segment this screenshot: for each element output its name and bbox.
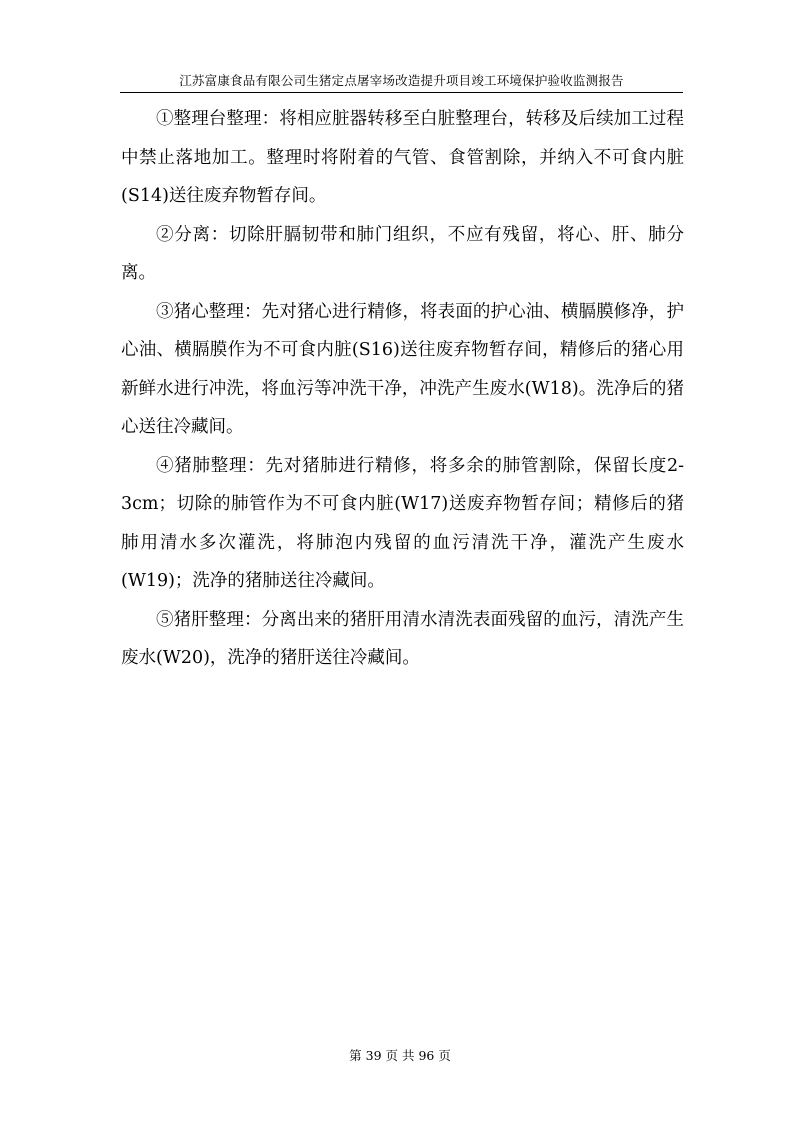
document-body	[121, 100, 684, 678]
paragraph-separation: ②分离：切除肝膈韧带和肺门组织，不应有残留，将心、肝、肺分离。	[121, 224, 684, 283]
paragraph-heart-trimming: ③猪心整理：先对猪心进行精修，将表面的护心油、横膈膜修净，护心油、横膈膜作为不可食内脏(S16)送往废弃物暂存间，精修后的猪心用新鲜水进行冲洗，将血污等冲洗干净，冲洗产生废水(W18)。洗净后的猪心送往冷藏间。	[121, 301, 684, 437]
header-divider	[120, 92, 683, 93]
paragraph-lung-trimming: ④猪肺整理：先对猪肺进行精修，将多余的肺管割除，保留长度2-3cm；切除的肺管作为不可食内脏(W17)送废弃物暂存间；精修后的猪肺用清水多次灌洗，将肺泡内残留的血污清洗干净，灌洗产生废水(W19)；洗净的猪肺送往冷藏间。	[121, 455, 684, 591]
paragraph-liver-trimming: ⑤猪肝整理：分离出来的猪肝用清水清洗表面残留的血污，清洗产生废水(W20)，洗净的猪肝送往冷藏间。	[121, 609, 684, 668]
page-number-footer: 第 39 页 共 96 页	[349, 1048, 451, 1063]
paragraph-organ-trimming-table: ①整理台整理：将相应脏器转移至白脏整理台，转移及后续加工过程中禁止落地加工。整理时将附着的气管、食管割除，并纳入不可食内脏(S14)送往废弃物暂存间。	[121, 109, 684, 206]
page-header-title: 江苏富康食品有限公司生猪定点屠宰场改造提升项目竣工环境保护验收监测报告	[179, 73, 624, 88]
